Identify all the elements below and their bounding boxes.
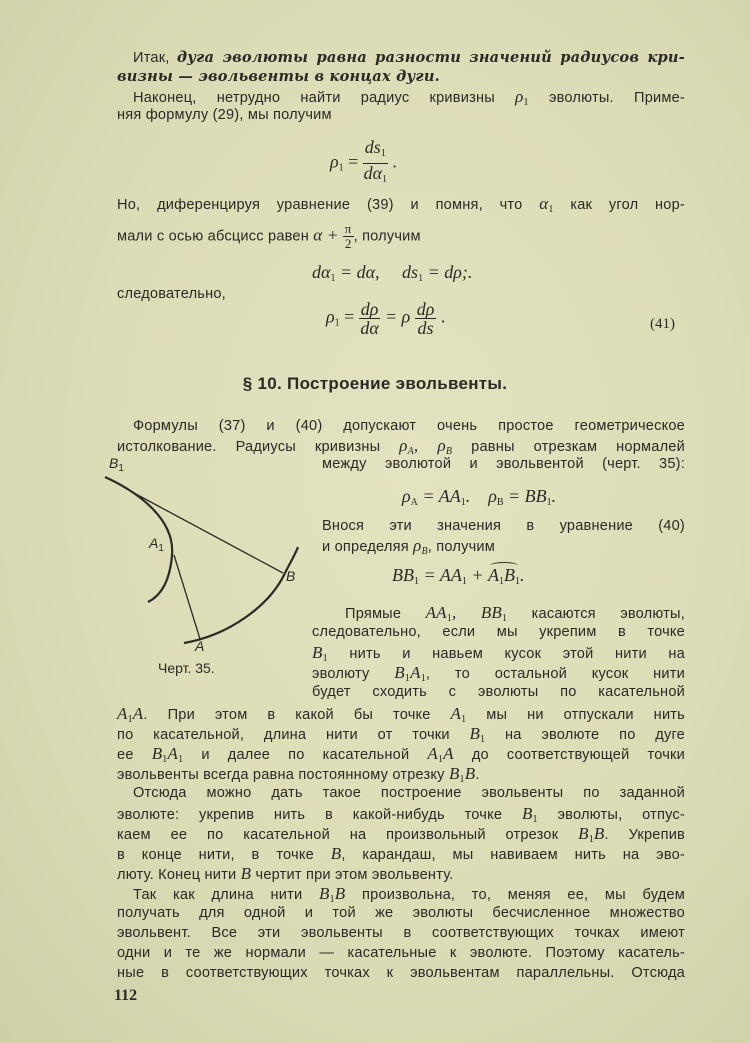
paragraph-7-line-9: эвольвенты всегда равна постоянному отрезку $B_1B$. [117,764,480,785]
text: , получим [353,228,421,245]
text: , получим [427,539,495,555]
label-A1: $A_1$ [149,535,164,554]
paragraph-1-line-2 [117,67,685,87]
paragraph-1-line-1 [117,48,685,68]
paragraph-9-line-1: Так как длина нити $B_1B$ произвольна, то, меняя ее, мы будем [133,884,686,905]
equation-41: $\rho_1$ = $\frac{d\rho}{d\alpha}$ = ρ $\frac{d\rho}{ds}$ . [326,299,446,338]
emphasized-statement-cont: визны — эвольвенты в концах дуги. [117,68,440,85]
paragraph-6-line-2 [322,536,685,561]
text: эволюты. Приме- [548,90,685,106]
label-B1: $B_1$ [109,455,124,474]
equation-BB1: $BB_1 = AA_1 + A_1B_1$. [392,565,525,587]
math-alpha-plus: α + [313,225,339,245]
fraction-pi-over-2: $\frac{\pi}{2}$ [344,221,352,251]
text: равны отрезкам нормалей [471,439,685,455]
paragraph-6-line-1: Внося эти значения в уравнение (40) [322,518,685,534]
text: Наконец, нетрудно найти радиус кривизны [133,90,495,106]
paragraph-8-line-1: Отсюда можно дать такое построение эвольвенты по заданной [133,785,685,801]
paragraph-8-line-4: в конце нити, в точке B, карандаш, мы навиваем нить на эво- [117,844,685,863]
paragraph-7-line-6: $A_1A$. При этом в какой бы точке $A_1$ мы ни отпускали нить [117,704,685,725]
paragraph-7-line-5: будет сходить с эволюты по касательной [312,684,685,700]
math-rhoA-rhoB: $\rho_A$, $\rho_B$ [399,436,453,457]
paragraph-3-line-2 [117,222,685,251]
arc-A1B1: $A_1B_1$ [487,565,520,587]
text: мали с осью абсцисс равен [117,228,310,245]
figure-35 [100,455,320,685]
lead-word: Итак, [133,50,170,66]
fraction: $\frac{ds_1}{d\alpha_1}$ [363,137,388,185]
equation-rho1: $\rho_1$ = $\frac{ds_1}{d\alpha_1}$ . [330,138,397,189]
paragraph-7-line-1: Прямые $AA_1$, $BB_1$ касаются эволюты, [345,603,685,624]
text: истолкование. Радиусы кривизны [117,439,381,455]
math-alpha1: $\alpha_1$ [539,194,554,215]
paragraph-7-line-4: эволюту $B_1A_1$, то остальной кусок нити [312,663,685,684]
paragraph-8-line-3: каем ее по касательной на произвольный отрезок $B_1B$. Укрепив [117,824,686,845]
paragraph-9-line-4: одни и те же нормали — касательные к эволюте. Поэтому касатель- [117,945,685,961]
label-A: A [195,638,205,654]
text: и определяя [322,539,409,555]
paragraph-2-line-2: няя формулу (29), мы получим [117,107,332,123]
paragraph-7-line-8: ее $B_1A_1$ и далее по касательной $A_1A$ до соответствующей точки [117,744,685,765]
section-heading: § 10. Построение эвольвенты. [242,374,508,393]
page-number: 112 [114,987,138,1004]
math-rhoB: $\rho_B$ [413,536,428,557]
paragraph-3-line-1 [117,194,685,219]
equation-number-41: (41) [650,316,675,332]
paragraph-8-line-5: люту. Конец нити B чертит при этом эвольвенту. [117,864,454,883]
paragraph-5-line-3: между эволютой и эвольвентой (черт. 35): [322,456,685,472]
paragraph-9-line-3: эвольвент. Все эти эвольвенты в соответствующих точках имеют [117,925,685,941]
paragraph-4-line-1: следовательно, [117,286,226,302]
label-B: B [286,568,296,584]
paragraph-5-line-1: Формулы (37) и (40) допускают очень простое геометрическое [133,418,685,434]
text: как угол нор- [570,197,685,213]
math-rho1: $\rho_1$ [515,87,529,108]
paragraph-8-line-2: эволюте: укрепив нить в какой-нибудь точке $B_1$ эволюты, отпус- [117,804,685,825]
equation-radii: $\rho_A = AA_1$. $\rho_B = BB_1$. [402,486,557,508]
paragraph-9-line-2: получать для одной и той же эволюты бесчисленное множество [117,905,685,921]
paragraph-9-line-5: ные в соответствующих точках к эвольвентам параллельны. Отсюда [117,965,685,981]
text: Но, диференцируя уравнение (39) и помня, что [117,197,523,213]
paragraph-7-line-3: $B_1$ нить и навьем кусок этой нити на [312,643,685,664]
paragraph-7-line-2: следовательно, если мы укрепим в точке [312,624,685,640]
figure-caption: Черт. 35. [158,660,215,676]
paragraph-7-line-7: по касательной, длина нити от точки $B_1$ на эволюте по дуге [117,724,686,745]
equation-differentials: $d\alpha_1 = d\alpha$, $ds_1 = d\rho$;. [312,262,473,284]
emphasized-statement: дуга эволюты равна разности значений радиусов кри- [176,49,685,66]
